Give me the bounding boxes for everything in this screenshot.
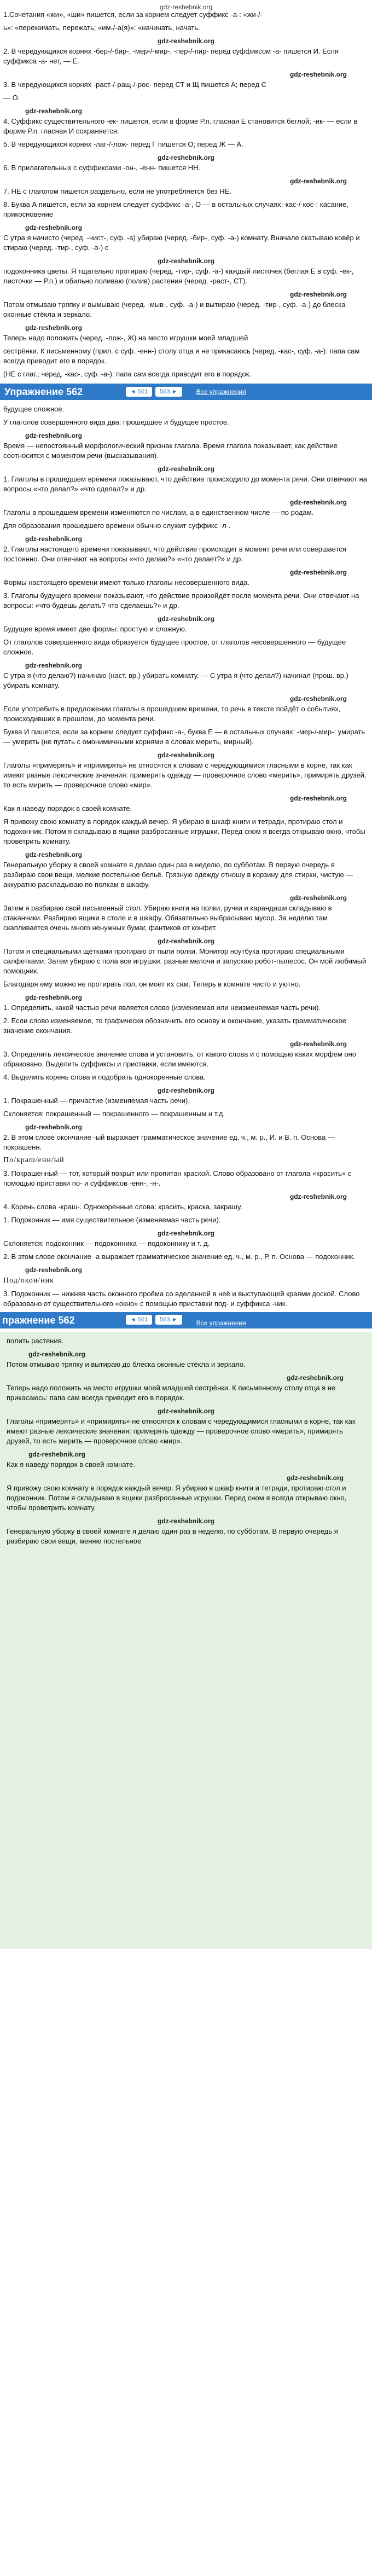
watermark: gdz-reshebnik.org (289, 1193, 347, 1200)
watermark: gdz-reshebnik.org (289, 71, 347, 78)
paragraph: Будущее время имеет две формы: простую и сложную. (3, 625, 187, 633)
paragraph: 4. Выделить корень слова и подобрать однокоренные слова. (3, 1073, 206, 1081)
paragraph: 3. Покрашенный — тот, который покрыт или пропитан краской. Слово образовано от глагола «красить» с помощью приставки по- и суффиксов -енн-, -н-. (3, 1169, 352, 1187)
exercise-nav (126, 386, 246, 397)
watermark: gdz-reshebnik.org (157, 154, 214, 161)
all-exercises-link[interactable]: Все упражнения (196, 1319, 246, 1327)
watermark: gdz-reshebnik.org (25, 432, 83, 439)
paragraph: Генеральную уборку в своей комнате я делаю один раз в неделю, по субботам. В первую очередь я разбираю свои вещи, мелкие постельное бельё. Грязную одежду отношу в корзину для стирки, чистую — аккуратно раскладываю по полкам в шкафу. (3, 861, 353, 889)
watermark: gdz-reshebnik.org (25, 994, 83, 1001)
prev-exercise-button[interactable]: ◄ 561 (126, 1315, 152, 1325)
next-exercise-button[interactable]: 563 ► (155, 387, 182, 397)
paragraph: 2. В чередующихся корнях -бер-/-бир-, -мер-/-мир-, -пер-/-пир- перед суффиксом -а- пишется И. Если суффикса -а- нет, — Е. (3, 47, 339, 65)
paragraph: Потом отмываю тряпку и вымываю (черед. -мыв-, суф. -а-) и вытираю (черед. -тир-, суф. -а-) до блеска оконные стёкла и зеркало. (3, 300, 346, 318)
paragraph: подоконника цветы. Я тщательно протираю (черед. -тир-, суф. -а-) каждый листочек (беглая Е в суф. -ек-, листочки — Р.п.) и обильно поливаю (полив) растения (черед. -раст-, СТ). (3, 267, 354, 285)
paragraph: 5. В чередующихся корнях -лаг-/-лож- перед Г пишется О; перед Ж — А. (3, 140, 243, 148)
watermark: gdz-reshebnik.org (289, 695, 347, 703)
watermark: gdz-reshebnik.org (25, 107, 83, 115)
paragraph: Я привожу свою комнату в порядок каждый вечер. Я убираю в шкаф книги и тетради, протираю стол и подоконник. Потом я складываю в ящики разбросанные игрушки. Перед сном я всегда открываю окно, чтобы проветрить комнату. (3, 817, 365, 845)
watermark: gdz-reshebnik.org (25, 224, 83, 231)
watermark: gdz-reshebnik.org (289, 1040, 347, 1048)
exercise-header-repeat (0, 1312, 372, 1328)
paragraph: Потом я специальными щётками протираю от пыли полки. Монитор ноутбука протираю специальными салфетками. Затем убираю с пола все игрушки, разные мелочи и запускаю робот-пылесос. Он мой любимый помощник. (3, 947, 367, 975)
paragraph: 7. НЕ с глаголом пишется раздельно, если не употребляется без НЕ. (3, 187, 231, 195)
watermark: gdz-reshebnik.org (157, 751, 214, 759)
watermark: gdz-reshebnik.org (157, 1229, 214, 1237)
paragraph: Время — непостоянный морфологический признак глагола. Время глагола показывает, как действие соотносится с моментом речи (высказывания). (3, 442, 338, 460)
watermark: gdz-reshebnik.org (157, 257, 214, 265)
paragraph: 1.Сочетания «жи», «ши» пишется, если за корнем следует суффикс -а-: «жи-/- (3, 10, 263, 19)
paragraph: С утра я (что делаю?) начинаю (наст. вр.) убирать комнату. — С утра я (что делал?) начинал (прош. вр.) убирать комнату. (3, 671, 348, 689)
paragraph: 1. Глаголы в прошедшем времени показывают, что действие происходило до момента речи. Они отвечают на вопросы «что делал?» «что сделал?» и др. (3, 475, 367, 493)
exercise-title: Упражнение 562 (4, 386, 83, 397)
all-exercises-link[interactable]: Все упражнения (196, 388, 246, 396)
paragraph: 4. Корень слова -краш-. Однокоренные слова: красить, краска, закрашу. (3, 1203, 242, 1211)
watermark: gdz-reshebnik.org (157, 1087, 214, 1094)
watermark: gdz-reshebnik.org (25, 851, 83, 858)
paragraph: 2. В этом слове окончание -а выражает грамматическое значение ед. ч., м. р., Р. п. Основа — подоконник. (3, 1252, 355, 1261)
paragraph: Глаголы в прошедшем времени изменяются по числам, а в единственном числе — по родам. (3, 508, 314, 517)
paragraph: — О. (3, 94, 20, 102)
paragraph: ь»: «пережимать, пережать; «им-/-а(я)»: «начинать, начать. (3, 24, 200, 32)
exercise-561-text (3, 10, 369, 379)
paragraph: Теперь надо положить (черед. -лож-, Ж) на место игрушки моей младшей (3, 334, 248, 342)
watermark: gdz-reshebnik.org (28, 1451, 86, 1458)
morpheme-breakdown: Под/окон/ник (3, 1277, 54, 1285)
watermark: gdz-reshebnik.org (25, 535, 83, 543)
watermark: gdz-reshebnik.org (157, 615, 214, 623)
paragraph: Потом отмываю тряпку и вытираю до блеска оконные стёкла и зеркало. (7, 1360, 246, 1368)
screenshot-excerpt (0, 1332, 372, 1949)
paragraph: 1. Подоконник — имя существительное (изменяемая часть речи). (3, 1216, 221, 1224)
paragraph: 3. В чередующихся корнях -раст-/-ращ-/-рос- перед СТ и Щ пишется А; перед С (3, 80, 266, 89)
paragraph: Как я наведу порядок в своей комнате. (7, 1460, 135, 1469)
paragraph: 1. Покрашенный — причастие (изменяемая часть речи). (3, 1096, 190, 1105)
paragraph: Я привожу свою комнату в порядок каждый вечер. Я убираю в шкаф книги и тетради, протираю стол и подоконник. Потом я складываю в ящики разбросанные игрушки. Перед сном я всегда открываю окно, чтобы проветрить комнату. (7, 1484, 347, 1512)
paragraph: Глаголы «примерять» и «примирять» не относятся к словам с чередующимися гласными в корне, так как имеют разные лексические значения: примерять одежду — проверочное слово «мерить», примирять друзей, то есть мирить — проверочное слово «мир». (7, 1417, 356, 1445)
paragraph: Для образования прошедшего времени обычно служит суффикс -л-. (3, 521, 231, 530)
paragraph: Генеральную уборку в своей комнате я делаю один раз в неделю, по субботам. В первую очередь я разбираю свои вещи, меняю постельное (7, 1527, 338, 1545)
watermark: gdz-reshebnik.org (289, 498, 347, 506)
paragraph: сестрёнки. К письменному (прил. с суф. -енн-) столу отца я не прикасаюсь (черед. -кас-, суф. -а-): папа сам всегда приводит его в порядок. (3, 347, 360, 365)
paragraph: 4. Суффикс существительного -ек- пишется, если в форме Р.п. гласная Е становится беглой; -ик- — если в форме Р.п. гласная И сохраняется. (3, 117, 358, 135)
paragraph: Склоняется: покрашенный — покрашенного — покрашенным и т.д. (3, 1110, 225, 1118)
paragraph: Буква И пишется, если за корнем следует суффикс -а-, буква Е — в остальных случаях: -мер-/-мир-: умирать — умереть (не путать с омонимичными корнями в словах мерить, мирный). (3, 728, 365, 746)
watermark: gdz-reshebnik.org (157, 937, 214, 945)
paragraph: 2. Глаголы настоящего времени показывают, что действие происходит в момент речи или совершается постоянно. Они отвечают на вопросы «что делаю?» «что делает?» и др. (3, 545, 346, 563)
watermark: gdz-reshebnik.org (157, 37, 214, 45)
paragraph: Затем я разбираю свой письменный стол. Убираю книги на полки, ручки и карандаши складываю в стаканчики. Разбираю ящики в столе и в шкафу. Обязательно выбрасываю мусор. За неделю там скапливается очень много ненужных бумаг, фантиков от конфет. (3, 904, 332, 932)
paragraph: полить растения. (7, 1337, 64, 1345)
watermark: gdz-reshebnik.org (289, 794, 347, 802)
exercise-title: пражнение 562 (2, 1315, 75, 1326)
paragraph: 2. В этом слове окончание -ый выражает грамматическое значение ед. ч., м. р., И. и В. п. Основа — покрашенн. (3, 1133, 335, 1151)
paragraph: 2. Если слово изменяемое, то графически обозначить его основу и окончание, указать грамматическое значение окончания. (3, 1017, 347, 1035)
watermark: gdz-reshebnik.org (25, 1266, 83, 1274)
paragraph: 1. Определить, какой частью речи является слово (изменяемая или неизменяемая часть речи). (3, 1003, 321, 1012)
paragraph: Благодаря ему можно не протирать пол, он моет их сам. Теперь в комнате чисто и уютно. (3, 980, 301, 988)
paragraph: Если употребить в предложении глаголы в прошедшем времени, то речь в тексте пойдёт о событиях, происходивших в прошлом, до момента речи. (3, 705, 341, 723)
watermark: gdz-reshebnik.org (25, 662, 83, 669)
paragraph: 6. В прилагательных с суффиксами -он-, -енн- пишется НН. (3, 164, 201, 172)
paragraph: (НЕ с глаг.; черед. -кас-, суф. -а-): папа сам всегда приводит его в порядок. (3, 370, 251, 378)
watermark: gdz-reshebnik.org (289, 177, 347, 185)
watermark: gdz-reshebnik.org (25, 1123, 83, 1131)
watermark: gdz-reshebnik.org (289, 291, 347, 298)
watermark: gdz-reshebnik.org (157, 1407, 214, 1415)
paragraph: 8. Буква А пишется, если за корнем следует суффикс -а-, О — в остальных случаях:-кас-/-кос-: касание, прикосновение (3, 200, 349, 218)
paragraph: 3. Глаголы будущего времени показывают, что действие произойдёт после момента речи. Они отвечают на вопросы: «что будешь делать? что сделаешь?» и др. (3, 591, 359, 610)
paragraph: Как я наведу порядок в своей комнате. (3, 804, 132, 813)
next-exercise-button[interactable]: 563 ► (155, 1315, 182, 1325)
watermark: gdz-reshebnik.org (289, 568, 347, 576)
morpheme-breakdown: По/краш/енн/ый (3, 1156, 65, 1164)
paragraph: будущее сложное. (3, 405, 65, 413)
paragraph: У глаголов совершенного вида два: прошедшее и будущее простое. (3, 418, 229, 426)
exercise-nav (126, 1315, 246, 1331)
paragraph: С утра я начисто (черед. -чист-, суф. -а) убираю (черед. -бир-, суф. -а-) комнату. Вначале скатываю ковёр и стираю (черед. -тир-, суф. -а-) с (3, 234, 360, 252)
paragraph: 3. Подоконник — нижняя часть оконного проёма со вделанной в неё и выступающей краями доской. Слово образовано от существительного «окно» с помощью приставки под- и суффикса -ник. (3, 1290, 360, 1308)
watermark: gdz-reshebnik.org (286, 1474, 344, 1482)
watermark: gdz-reshebnik.org (289, 894, 347, 902)
paragraph: 3. Определить лексическое значение слова и установить, от какого слова и с помощью каких морфем оно образовано. Выделить суффиксы и приставки, если имеются. (3, 1050, 357, 1068)
prev-exercise-button[interactable]: ◄ 561 (126, 387, 152, 397)
watermark: gdz-reshebnik.org (157, 1517, 214, 1525)
paragraph: Теперь надо положить на место игрушки моей младшей сестрёнки. К письменному столу отца я не прикасаюсь: папа сам всегда приводит его в порядок. (7, 1384, 336, 1402)
watermark: gdz-reshebnik.org (28, 1350, 86, 1358)
paragraph: От глаголов совершенного вида образуется будущее простое, от глаголов несовершенного — будущее сложное. (3, 638, 346, 656)
watermark: gdz-reshebnik.org (157, 465, 214, 473)
exercise-header (0, 384, 372, 400)
watermark: gdz-reshebnik.org (286, 1374, 344, 1382)
paragraph: Глаголы «примерять» и «примирять» не относятся к словам с чередующимися гласными в корне, так как имеют разные лексические значения: примерять одежду — проверочное слово «мерить», примирять друзей, то есть мирить — проверочное слово «мир». (3, 761, 367, 789)
paragraph: Формы настоящего времени имеют только глаголы несовершенного вида. (3, 578, 249, 587)
paragraph: Склоняется: подоконник — подоконника — подоконнику и т. д. (3, 1239, 210, 1248)
site-name: gdz-reshebnik.org (159, 3, 213, 11)
watermark: gdz-reshebnik.org (25, 324, 83, 332)
exercise-562-text (3, 404, 369, 1309)
